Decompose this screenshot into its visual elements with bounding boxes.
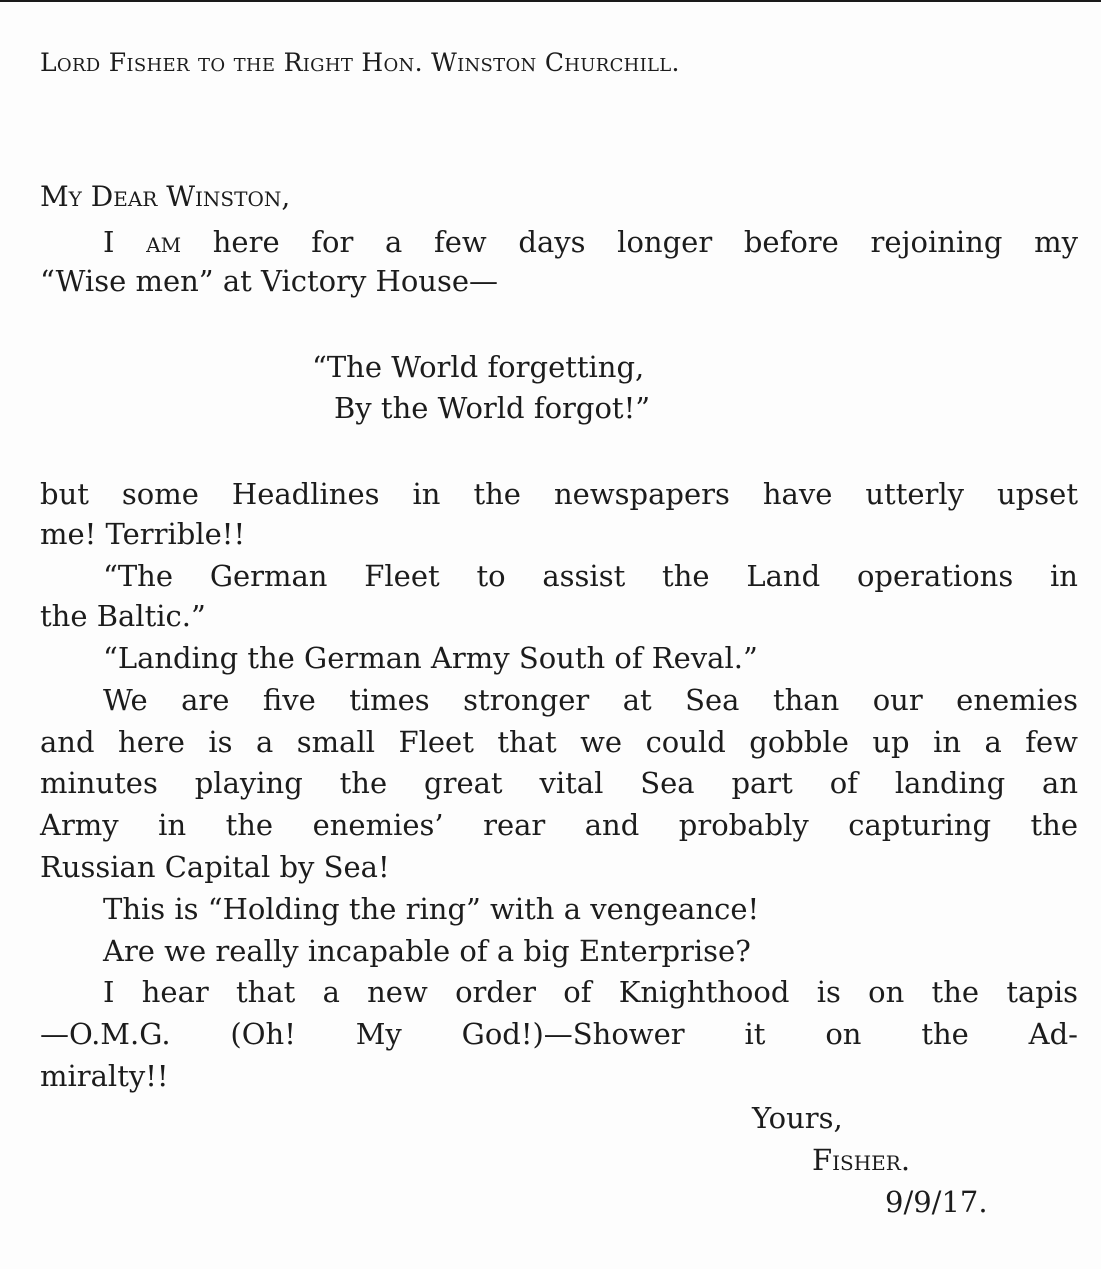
opening-words: I am xyxy=(103,225,182,259)
body-line: me! Terrible!! xyxy=(40,517,246,551)
signature-name: Fisher. xyxy=(812,1143,911,1177)
verse-line: By the World forgot!” xyxy=(334,391,651,425)
body-line: and here is a small Fleet that we could gobble up in a few xyxy=(40,725,1078,759)
salutation: My Dear Winston, xyxy=(40,180,291,213)
body-line: the Baltic.” xyxy=(40,599,206,633)
body-line: I hear that a new order of Knighthood is on the tapis xyxy=(103,975,1078,1009)
opening-line-rest: here for a few days longer before rejoining my xyxy=(181,225,1078,259)
body-line: Army in the enemies’ rear and probably capturing the xyxy=(40,808,1078,842)
body-line: “Landing the German Army South of Reval.” xyxy=(103,641,758,675)
verse-line: “The World forgetting, xyxy=(312,350,645,384)
body-line: miralty!! xyxy=(40,1059,169,1093)
body-line: Russian Capital by Sea! xyxy=(40,850,390,884)
paragraph-line: “Wise men” at Victory House— xyxy=(40,264,499,298)
body-line: This is “Holding the ring” with a vengeance! xyxy=(103,892,760,926)
body-line: We are five times stronger at Sea than our enemies xyxy=(103,683,1078,717)
body-line: “The German Fleet to assist the Land operations in xyxy=(103,559,1078,593)
body-line: Are we really incapable of a big Enterprise? xyxy=(103,934,751,968)
body-line: —O.M.G. (Oh! My God!)—Shower it on the Ad- xyxy=(40,1017,1078,1051)
body-line: minutes playing the great vital Sea part of landing an xyxy=(40,766,1078,800)
letter-heading: Lord Fisher to the Right Hon. Winston Churchill. xyxy=(40,48,680,77)
closing: Yours, xyxy=(752,1101,843,1135)
paragraph-line xyxy=(40,222,1078,262)
letter-date: 9/9/17. xyxy=(885,1185,988,1219)
body-line: but some Headlines in the newspapers have utterly upset xyxy=(40,477,1078,511)
